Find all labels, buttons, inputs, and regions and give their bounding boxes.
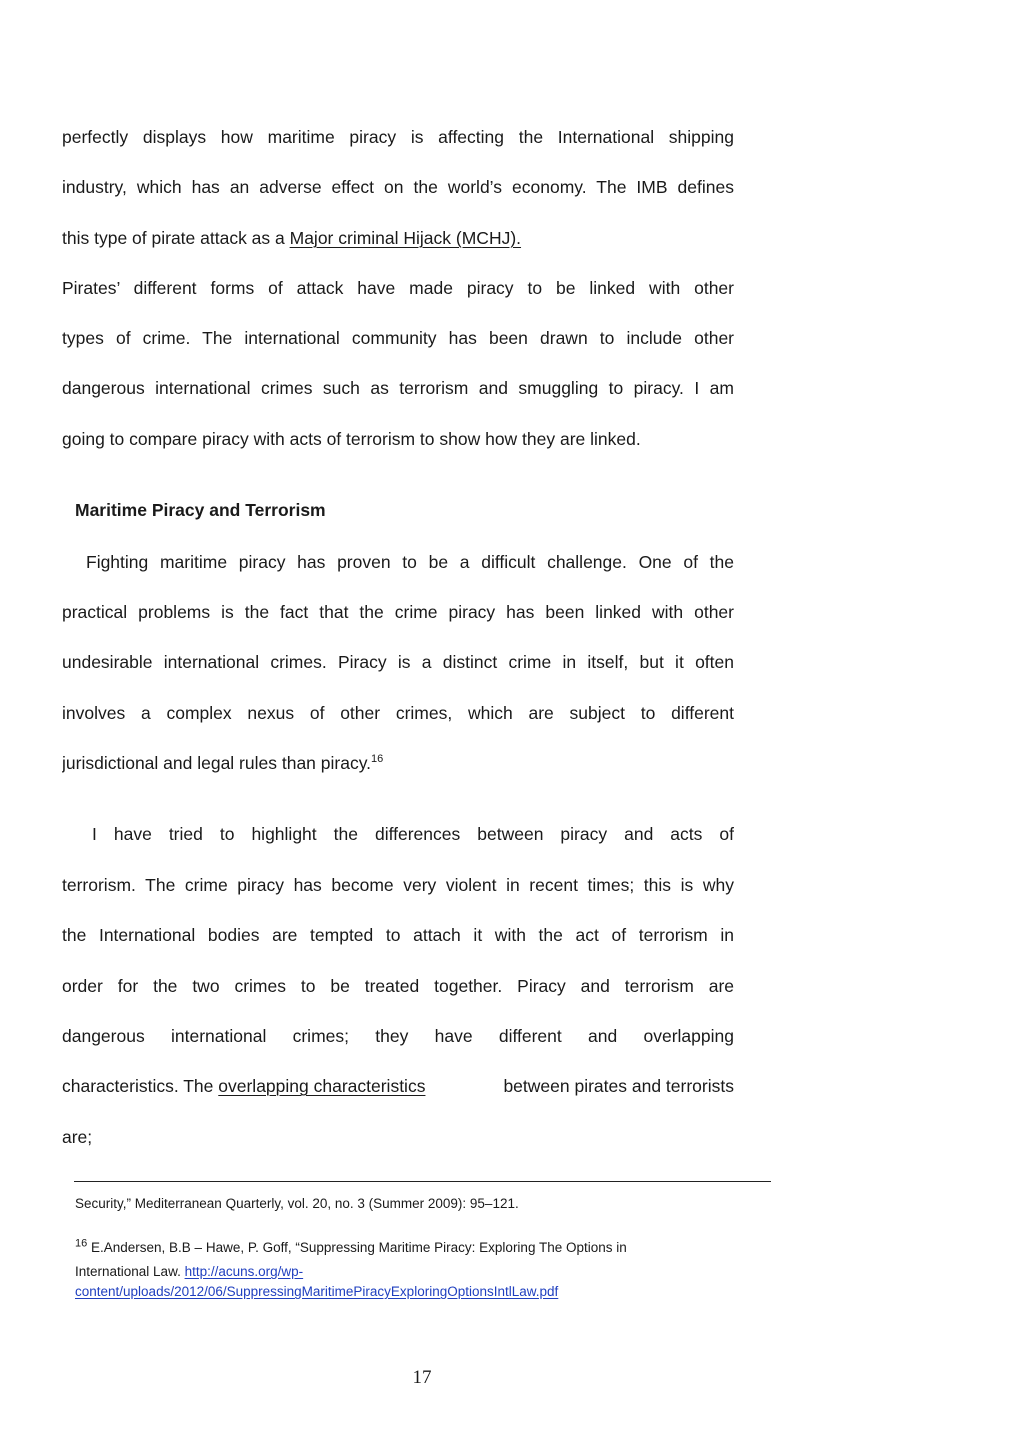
body-line: undesirable international crimes. Piracy is a distinct crime in itself, but it often — [62, 652, 734, 672]
footnote-text: E.Andersen, B.B – Hawe, P. Goff, “Suppressing Maritime Piracy: Exploring The Options in — [87, 1240, 627, 1255]
body-line: industry, which has an adverse effect on the world’s economy. The IMB defines — [62, 177, 734, 197]
body-line — [62, 751, 734, 775]
body-line: terrorism. The crime piracy has become very violent in recent times; this is why — [62, 875, 734, 895]
footnote-url-link[interactable]: http://acuns.org/wp- — [184, 1264, 304, 1279]
body-line: the International bodies are tempted to attach it with the act of terrorism in — [62, 925, 734, 945]
footnote-line — [75, 1262, 303, 1282]
body-line: dangerous international crimes; they have different and overlapping — [62, 1026, 734, 1046]
footnote-reference[interactable]: 16 — [371, 753, 384, 766]
footnote-text: International Law. — [75, 1264, 185, 1279]
footnote-16 — [75, 1238, 627, 1258]
footnote-continuation: Security,” Mediterranean Quarterly, vol. 20, no. 3 (Summer 2009): 95–121. — [75, 1196, 519, 1211]
body-line: practical problems is the fact that the crime piracy has been linked with other — [62, 602, 734, 622]
body-line: perfectly displays how maritime piracy is affecting the International shipping — [62, 127, 734, 147]
body-line — [62, 226, 734, 250]
body-text: this type of pirate attack as a — [62, 228, 290, 248]
body-text: characteristics. The overlapping characteristics — [62, 1076, 426, 1096]
body-line: going to compare piracy with acts of terrorism to show how they are linked. — [62, 429, 641, 449]
body-text: jurisdictional and legal rules than piracy. — [62, 753, 372, 773]
body-line: I have tried to highlight the differences between piracy and acts of — [92, 824, 734, 844]
footnote-number: 16 — [75, 1237, 88, 1250]
page-number: 17 — [412, 1367, 432, 1388]
body-line: Fighting maritime piracy has proven to be a difficult challenge. One of the — [86, 552, 734, 572]
footnote-line — [75, 1282, 558, 1302]
body-line: involves a complex nexus of other crimes, which are subject to different — [62, 703, 734, 723]
body-line: order for the two crimes to be treated together. Piracy and terrorism are — [62, 976, 734, 996]
body-line — [62, 1074, 734, 1098]
body-line: dangerous international crimes such as terrorism and smuggling to piracy. I am — [62, 378, 734, 398]
body-line: are; — [62, 1127, 93, 1147]
body-line: types of crime. The international community has been drawn to include other — [62, 328, 734, 348]
underlined-term: overlapping characteristics — [218, 1076, 426, 1096]
underlined-term: Major criminal Hijack (MCHJ). — [289, 228, 522, 248]
section-heading: Maritime Piracy and Terrorism — [75, 500, 326, 520]
footnote-separator — [74, 1181, 771, 1182]
body-text: between pirates and terrorists — [503, 1076, 734, 1096]
body-line: Pirates’ different forms of attack have made piracy to be linked with other — [62, 278, 734, 298]
footnote-url-link[interactable]: content/uploads/2012/06/SuppressingMaritimePiracyExploringOptionsIntlLaw.pdf — [75, 1284, 559, 1299]
